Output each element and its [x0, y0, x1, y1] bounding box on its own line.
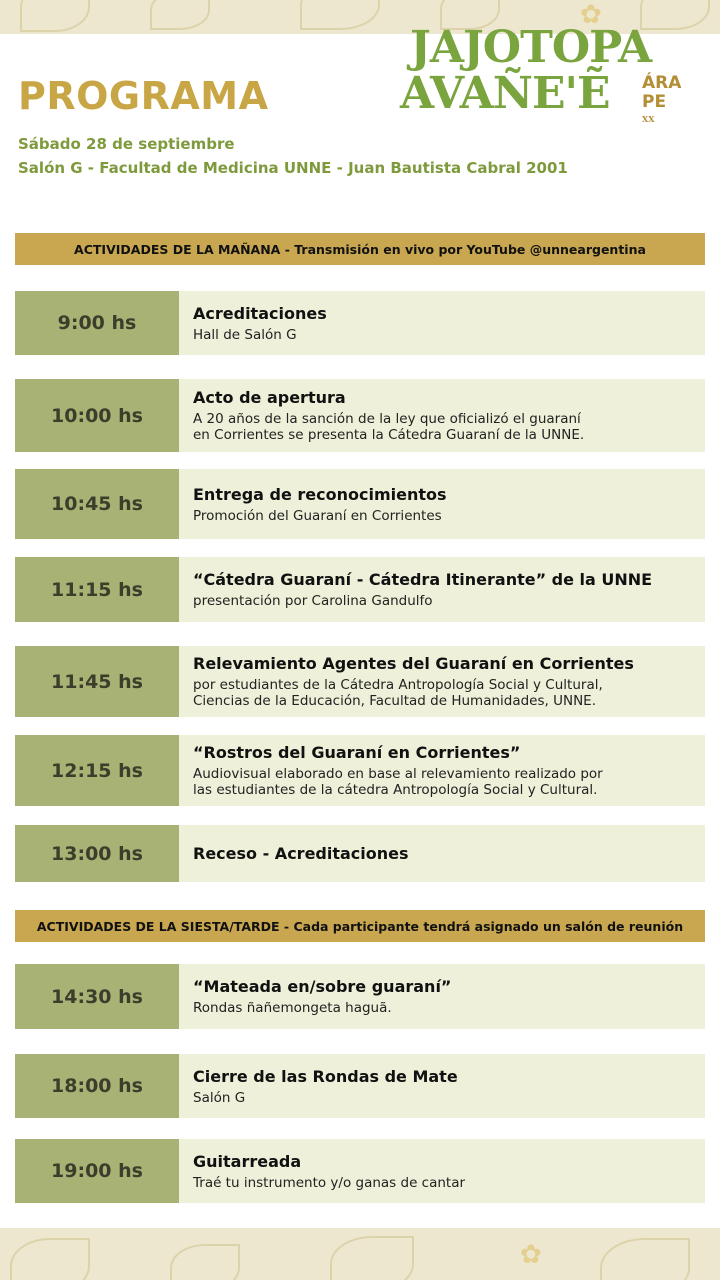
leaf-icon [10, 1238, 90, 1280]
event-details [179, 964, 705, 1029]
event-time: 12:15 hs [15, 735, 179, 806]
event-date: Sábado 28 de septiembre [18, 135, 235, 153]
event-description: Hall de Salón G [193, 326, 297, 343]
event-details [179, 469, 705, 539]
event-details [179, 1054, 705, 1118]
event-time: 11:45 hs [15, 646, 179, 717]
event-details [179, 1139, 705, 1203]
event-details [179, 557, 705, 622]
leaf-icon [600, 1238, 690, 1280]
schedule-row [15, 557, 705, 622]
event-description: A 20 años de la sanción de la ley que oficializó el guaraní en Corrientes se presenta la Cátedra Guaraní de la UNNE. [193, 411, 585, 443]
event-name: Entrega de reconocimientos [193, 484, 447, 504]
event-description: presentación por Carolina Gandulfo [193, 593, 433, 609]
event-venue: Salón G - Facultad de Medicina UNNE - Juan Bautista Cabral 2001 [18, 159, 568, 177]
section-header-morning: ACTIVIDADES DE LA MAÑANA - Transmisión en vivo por YouTube @unneargentina [15, 233, 705, 265]
event-time: 11:15 hs [15, 557, 179, 622]
event-details [179, 379, 705, 452]
event-time: 9:00 hs [15, 291, 179, 355]
logo-line-1: JAJOTOPA [410, 22, 652, 73]
program-sheet [0, 34, 720, 1228]
event-time: 13:00 hs [15, 825, 179, 882]
event-description: Traé tu instrumento y/o ganas de cantar [193, 1174, 466, 1191]
event-details [179, 735, 705, 806]
schedule-row [15, 1054, 705, 1118]
event-description: Promoción del Guaraní en Corrientes [193, 507, 442, 524]
schedule-row [15, 646, 705, 717]
schedule-row [15, 1139, 705, 1203]
logo-side-text: ÁRA PE [642, 73, 682, 112]
event-name: “Cátedra Guaraní - Cátedra Itinerante” de la UNNE [193, 570, 653, 589]
schedule-row [15, 469, 705, 539]
leaf-icon [20, 0, 90, 32]
event-name: Acto de apertura [193, 388, 346, 407]
leaf-icon [300, 0, 380, 30]
event-name: “Mateada en/sobre guaraní” [193, 977, 452, 996]
event-time: 10:00 hs [15, 379, 179, 452]
event-description: Rondas ñañemongeta haguã. [193, 1000, 392, 1016]
event-name: “Rostros del Guaraní en Corrientes” [193, 743, 521, 762]
event-name: Receso - Acreditaciones [193, 844, 409, 863]
page-title: PROGRAMA [18, 74, 269, 118]
event-details [179, 646, 705, 717]
event-time: 10:45 hs [15, 469, 179, 539]
leaf-icon [330, 1236, 414, 1280]
event-details [179, 825, 705, 882]
schedule-row [15, 735, 705, 806]
event-description: por estudiantes de la Cátedra Antropología Social y Cultural, Ciencias de la Educación, Facultad de Humanidades, UNNE. [193, 677, 603, 709]
bottom-decorative-border [0, 1228, 720, 1280]
leaf-icon [150, 0, 210, 30]
event-logo [400, 22, 700, 126]
logo-side-small: XX [642, 114, 655, 124]
leaf-icon [170, 1244, 240, 1280]
event-time: 14:30 hs [15, 964, 179, 1029]
event-name: Acreditaciones [193, 303, 327, 323]
logo-line-2: AVAÑE'Ẽ [400, 68, 610, 119]
event-name: Cierre de las Rondas de Mate [193, 1066, 458, 1086]
flower-icon: ✿ [580, 0, 602, 30]
event-name: Guitarreada [193, 1151, 302, 1171]
event-description: Audiovisual elaborado en base al relevamiento realizado por las estudiantes de la cátedra Antropología Social y Cultural. [193, 766, 603, 798]
schedule-row [15, 825, 705, 882]
event-details [179, 291, 705, 355]
schedule-row [15, 291, 705, 355]
event-time: 19:00 hs [15, 1139, 179, 1203]
event-description: Salón G [193, 1089, 246, 1106]
schedule-row [15, 379, 705, 452]
section-header-afternoon: ACTIVIDADES DE LA SIESTA/TARDE - Cada participante tendrá asignado un salón de reunión [15, 910, 705, 942]
flower-icon: ✿ [520, 1240, 542, 1270]
schedule-row [15, 964, 705, 1029]
event-name: Relevamiento Agentes del Guaraní en Corrientes [193, 654, 634, 673]
event-time: 18:00 hs [15, 1054, 179, 1118]
